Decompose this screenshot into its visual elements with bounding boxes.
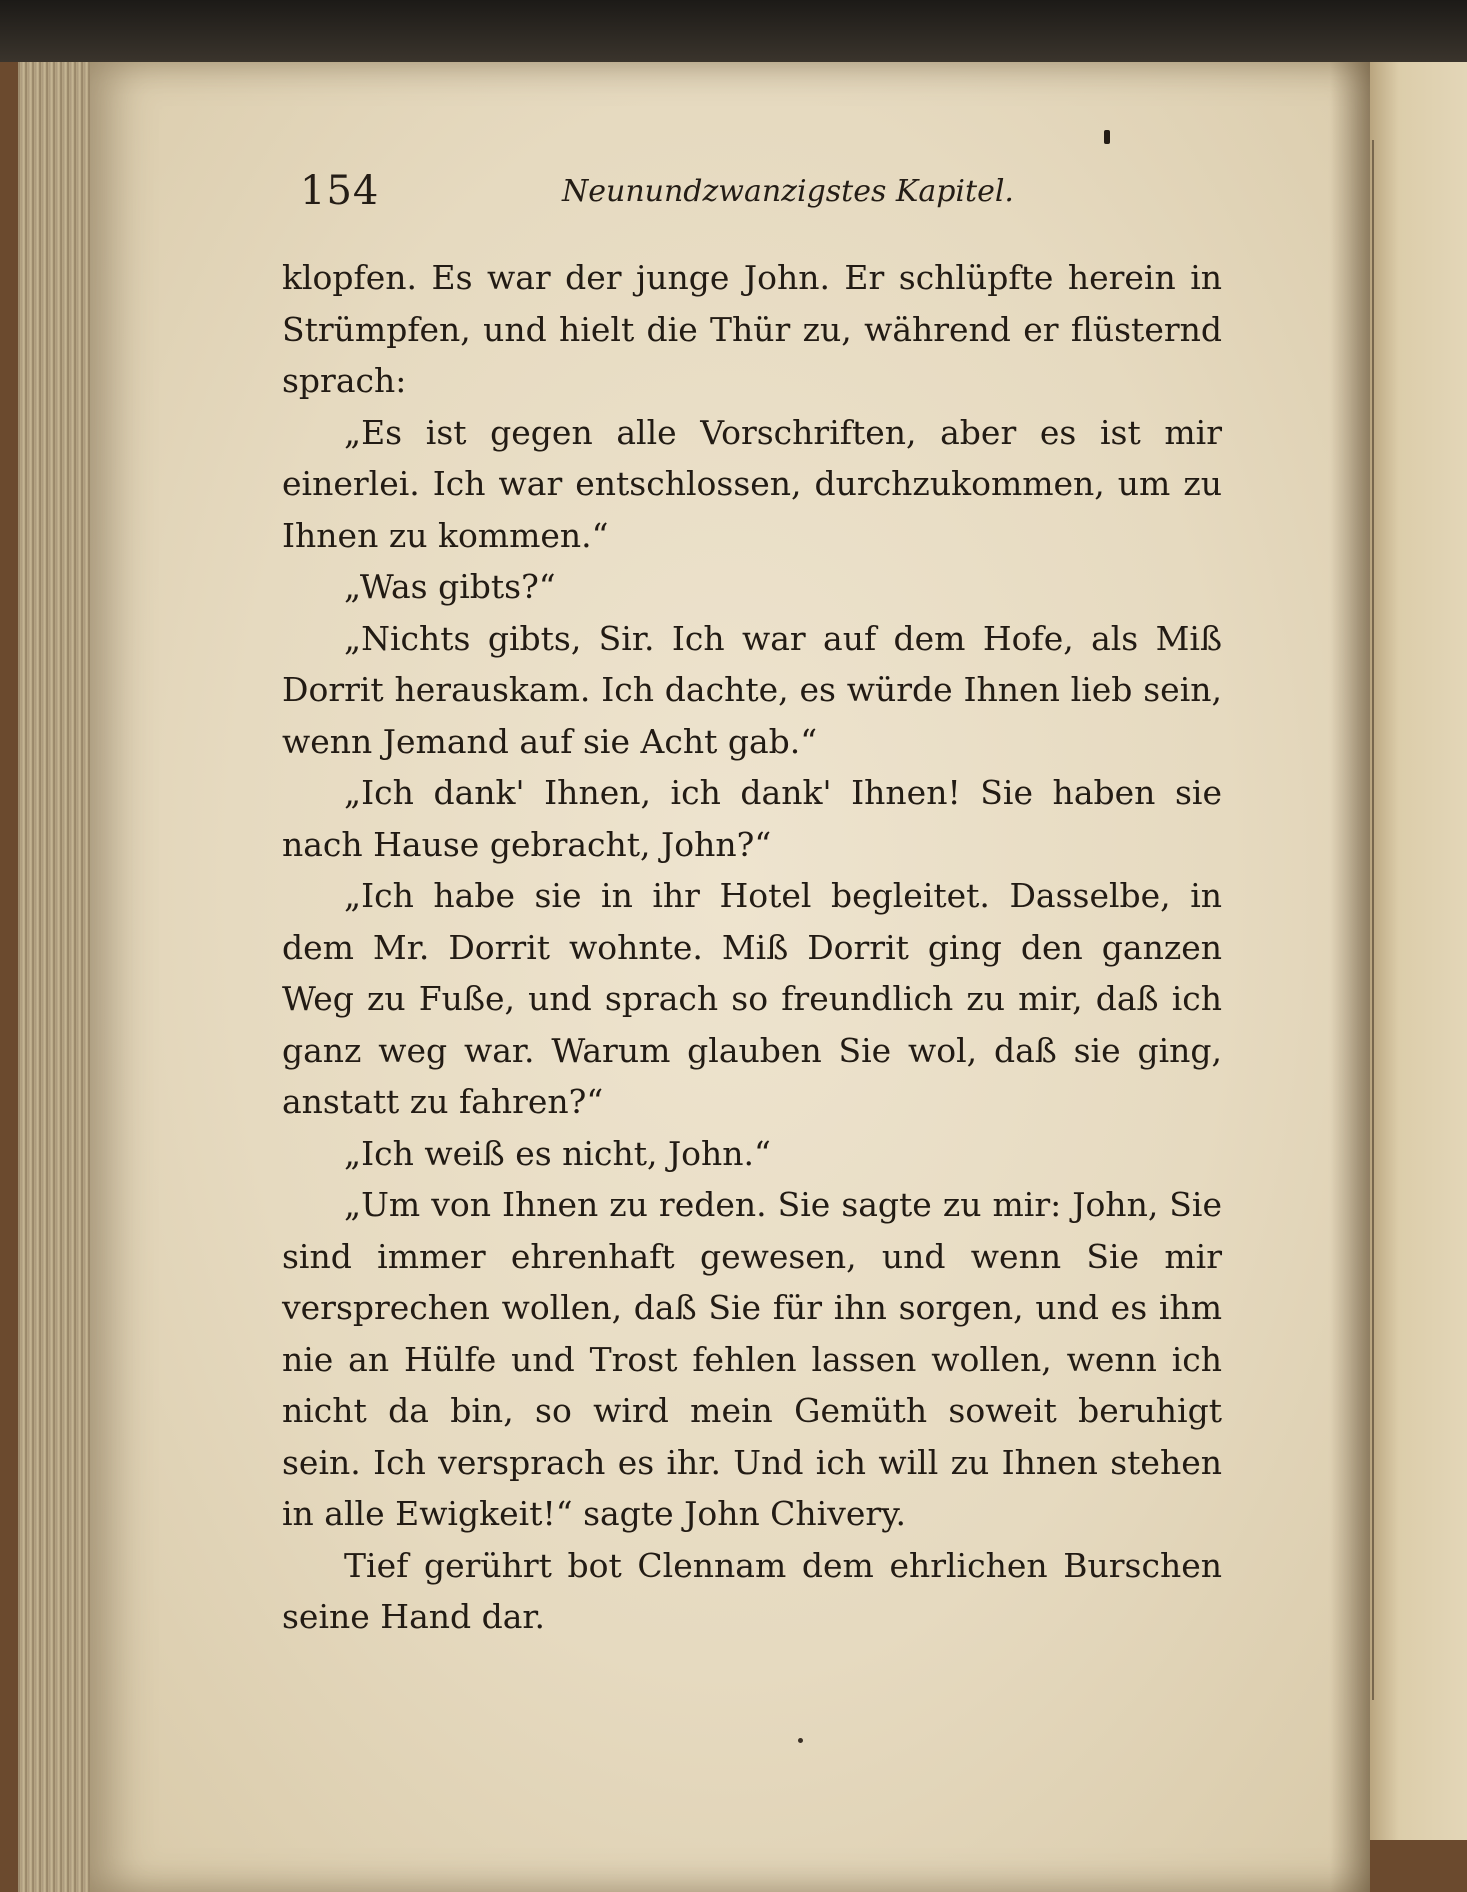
running-head: Neunundzwanzigstes Kapitel. xyxy=(562,174,1014,209)
paragraph-4: „Nichts gibts, Sir. Ich war auf dem Hofe, als Miß Dorrit herauskam. Ich dachte, es würde Ihnen lieb sein, wenn Jemand auf sie Acht gab.“ xyxy=(282,618,1222,761)
page-speck xyxy=(798,1738,803,1743)
facing-page-sliver xyxy=(1370,62,1467,1892)
paragraph-1: klopfen. Es war der junge John. Er schlüpfte herein in Strümpfen, und hielt die Thür zu, während er flüsternd sprach: xyxy=(282,258,1222,400)
paragraph-9: Tief gerührt bot Clennam dem ehrlichen Burschen seine Hand dar. xyxy=(282,1545,1222,1636)
paragraph-5: „Ich dank' Ihnen, ich dank' Ihnen! Sie haben sie nach Hause gebracht, John?“ xyxy=(282,773,1222,864)
paragraph-2: „Es ist gegen alle Vorschriften, aber es ist mir einerlei. Ich war entschlossen, durchzukommen, um zu Ihnen zu kommen.“ xyxy=(282,412,1222,555)
paragraph-7: „Ich weiß es nicht, John.“ xyxy=(344,1133,771,1173)
body-text xyxy=(282,252,1222,1643)
gutter-shadow xyxy=(1330,62,1370,1892)
facing-page-rule xyxy=(1372,140,1374,1700)
page-header xyxy=(300,168,1225,228)
paragraph-8: „Um von Ihnen zu reden. Sie sagte zu mir: John, Sie sind immer ehrenhaft gewesen, und wenn Sie mir versprechen wollen, daß Sie für ihn sorgen, und es ihm nie an Hülfe und Trost fehlen lassen wollen, wenn ich nicht da bin, so wird mein Gemüth soweit beruhigt sein. Ich versprach es ihr. Und ich will zu Ihnen stehen in alle Ewigkeit!“ sagte John Chivery. xyxy=(282,1185,1222,1533)
paragraph-6: „Ich habe sie in ihr Hotel begleitet. Dasselbe, in dem Mr. Dorrit wohnte. Miß Dorrit ging den ganzen Weg zu Fuße, und sprach so freundlich zu mir, daß ich ganz weg war. Warum glauben Sie wol, daß sie ging, anstatt zu fahren?“ xyxy=(282,876,1222,1121)
page-number: 154 xyxy=(300,168,380,214)
book-cover-edge xyxy=(0,62,18,1892)
paragraph-3: „Was gibts?“ xyxy=(344,567,556,606)
top-shadow xyxy=(0,0,1467,62)
book-board-corner xyxy=(1370,1840,1467,1892)
ink-mark xyxy=(1104,130,1110,144)
